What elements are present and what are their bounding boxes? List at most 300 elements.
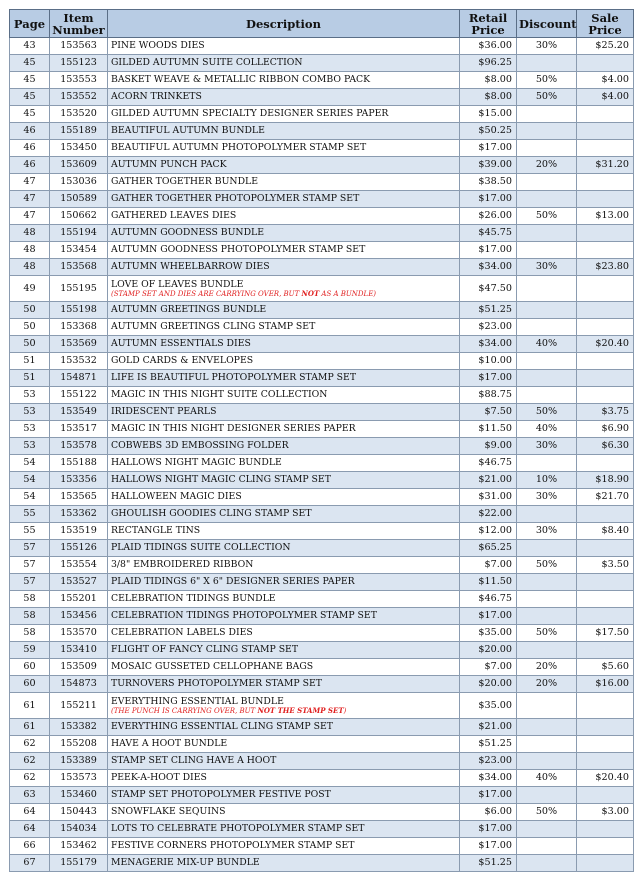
table-row [10,319,634,336]
description-text: RECTANGLE TINS [111,525,201,536]
page-cell: 50 [10,302,50,319]
retail-price-cell: $11.50 [460,421,517,438]
sale-price-cell [577,506,634,523]
description-cell [108,72,460,89]
page-cell: 45 [10,89,50,106]
description-text: CELEBRATION LABELS DIES [111,627,253,638]
sale-price-cell [577,353,634,370]
description-cell [108,123,460,140]
page-cell: 59 [10,642,50,659]
discount-cell: 20% [517,659,577,676]
discount-cell [517,353,577,370]
retail-price-cell: $21.00 [460,719,517,736]
description-text: BEAUTIFUL AUTUMN PHOTOPOLYMER STAMP SET [111,142,367,153]
description-cell [108,387,460,404]
description-text: IRIDESCENT PEARLS [111,406,217,417]
description-text: GATHER TOGETHER BUNDLE [111,176,258,187]
description-text: AUTUMN GOODNESS BUNDLE [111,227,264,238]
page-cell: 58 [10,591,50,608]
product-price-table [9,9,634,872]
item-number-cell: 155211 [50,693,108,719]
retail-price-cell: $35.00 [460,625,517,642]
sale-price-cell [577,753,634,770]
page-cell: 48 [10,242,50,259]
retail-price-cell: $8.00 [460,89,517,106]
retail-price-cell: $7.00 [460,557,517,574]
header-retail-price: Retail Price [460,10,517,38]
page-cell: 67 [10,855,50,872]
page-cell: 57 [10,557,50,574]
discount-cell: 30% [517,523,577,540]
retail-price-cell: $8.00 [460,72,517,89]
retail-price-cell: $51.25 [460,855,517,872]
sale-price-cell: $3.75 [577,404,634,421]
table-body [10,38,634,872]
retail-price-cell: $17.00 [460,787,517,804]
item-number-cell: 153368 [50,319,108,336]
discount-cell: 30% [517,38,577,55]
discount-cell: 50% [517,89,577,106]
sale-price-cell [577,855,634,872]
item-number-cell: 150589 [50,191,108,208]
sale-price-cell [577,191,634,208]
sale-price-cell [577,55,634,72]
discount-cell [517,302,577,319]
retail-price-cell: $34.00 [460,770,517,787]
description-text: EVERYTHING ESSENTIAL CLING STAMP SET [111,721,333,732]
description-text: STAMP SET CLING HAVE A HOOT [111,755,277,766]
discount-cell [517,276,577,302]
note-emphasis: NOT [301,288,320,298]
sale-price-cell: $3.50 [577,557,634,574]
retail-price-cell: $20.00 [460,676,517,693]
discount-cell: 40% [517,336,577,353]
page-cell: 51 [10,370,50,387]
item-number-cell: 155195 [50,276,108,302]
description-text: STAMP SET PHOTOPOLYMER FESTIVE POST [111,789,331,800]
page-cell: 47 [10,191,50,208]
discount-cell: 40% [517,421,577,438]
description-text: AUTUMN GOODNESS PHOTOPOLYMER STAMP SET [111,244,366,255]
item-number-cell: 155179 [50,855,108,872]
page-cell: 62 [10,753,50,770]
item-number-cell: 153462 [50,838,108,855]
item-number-cell: 153549 [50,404,108,421]
description-text: EVERYTHING ESSENTIAL BUNDLE [111,695,284,707]
description-text: PINE WOODS DIES [111,40,205,51]
retail-price-cell: $23.00 [460,753,517,770]
page-cell: 54 [10,455,50,472]
retail-price-cell: $17.00 [460,191,517,208]
sale-price-cell [577,106,634,123]
discount-cell [517,242,577,259]
item-number-cell: 153568 [50,259,108,276]
header-page: Page [10,10,50,38]
page-cell: 55 [10,506,50,523]
description-cell [108,208,460,225]
retail-price-cell: $34.00 [460,259,517,276]
description-text: BASKET WEAVE & METALLIC RIBBON COMBO PACK [111,74,371,85]
table-row [10,540,634,557]
description-text: LIFE IS BEAUTIFUL PHOTOPOLYMER STAMP SET [111,372,357,383]
item-number-cell: 153520 [50,106,108,123]
sale-price-cell: $21.70 [577,489,634,506]
description-cell [108,242,460,259]
description-text: FESTIVE CORNERS PHOTOPOLYMER STAMP SET [111,840,355,851]
description-text: LOVE OF LEAVES BUNDLE [111,278,244,290]
sale-price-cell [577,540,634,557]
item-number-cell: 153569 [50,336,108,353]
description-text: AUTUMN ESSENTIALS DIES [111,338,251,349]
discount-cell [517,574,577,591]
retail-price-cell: $9.00 [460,438,517,455]
description-text: SNOWFLAKE SEQUINS [111,806,226,817]
description-cell [108,55,460,72]
retail-price-cell: $21.00 [460,472,517,489]
description-cell [108,523,460,540]
description-cell [108,591,460,608]
retail-price-cell: $11.50 [460,574,517,591]
description-text: 3/8" EMBROIDERED RIBBON [111,559,254,570]
description-text: TURNOVERS PHOTOPOLYMER STAMP SET [111,678,322,689]
item-number-cell: 153410 [50,642,108,659]
description-cell [108,787,460,804]
retail-price-cell: $38.50 [460,174,517,191]
page-cell: 43 [10,38,50,55]
description-cell [108,319,460,336]
page-cell: 45 [10,72,50,89]
table-row [10,157,634,174]
discount-cell [517,319,577,336]
page-cell: 46 [10,157,50,174]
description-text: GATHER TOGETHER PHOTOPOLYMER STAMP SET [111,193,360,204]
description-cell [108,540,460,557]
retail-price-cell: $7.50 [460,404,517,421]
description-cell [108,191,460,208]
sale-price-cell: $23.80 [577,259,634,276]
table-row [10,404,634,421]
page-cell: 48 [10,259,50,276]
item-number-cell: 154871 [50,370,108,387]
discount-cell: 50% [517,404,577,421]
page-cell: 51 [10,353,50,370]
retail-price-cell: $20.00 [460,642,517,659]
table-row [10,38,634,55]
discount-cell [517,608,577,625]
description-text: AUTUMN PUNCH PACK [111,159,227,170]
discount-cell: 50% [517,804,577,821]
retail-price-cell: $47.50 [460,276,517,302]
page-cell: 46 [10,123,50,140]
retail-price-cell: $35.00 [460,693,517,719]
retail-price-cell: $12.00 [460,523,517,540]
discount-cell [517,123,577,140]
page-cell: 61 [10,719,50,736]
description-cell [108,438,460,455]
description-cell [108,276,460,302]
discount-cell [517,191,577,208]
discount-cell [517,506,577,523]
page-cell: 53 [10,387,50,404]
retail-price-cell: $39.00 [460,157,517,174]
description-cell [108,157,460,174]
discount-cell [517,787,577,804]
description-cell [108,625,460,642]
sale-price-cell: $8.40 [577,523,634,540]
table-row [10,821,634,838]
table-row [10,208,634,225]
retail-price-cell: $17.00 [460,838,517,855]
sale-price-cell: $6.30 [577,438,634,455]
page-cell: 50 [10,336,50,353]
page-cell: 54 [10,489,50,506]
sale-price-cell: $13.00 [577,208,634,225]
description-cell [108,225,460,242]
retail-price-cell: $65.25 [460,540,517,557]
discount-cell [517,642,577,659]
retail-price-cell: $10.00 [460,353,517,370]
item-number-cell: 153578 [50,438,108,455]
description-cell [108,804,460,821]
description-text: GOLD CARDS & ENVELOPES [111,355,254,366]
item-number-cell: 150443 [50,804,108,821]
table-row [10,804,634,821]
description-text: ACORN TRINKETS [111,91,202,102]
item-number-cell: 155201 [50,591,108,608]
description-cell [108,421,460,438]
page-cell: 47 [10,208,50,225]
description-text: PLAID TIDINGS SUITE COLLECTION [111,542,291,553]
discount-cell: 50% [517,557,577,574]
retail-price-cell: $46.75 [460,591,517,608]
note-emphasis: NOT THE STAMP SET [257,705,344,715]
description-text: GATHERED LEAVES DIES [111,210,237,221]
item-number-cell: 153460 [50,787,108,804]
page-cell: 55 [10,523,50,540]
table-row [10,676,634,693]
item-number-cell: 155188 [50,455,108,472]
header-row [10,10,634,38]
page-cell: 57 [10,540,50,557]
description-cell [108,404,460,421]
item-number-cell: 153517 [50,421,108,438]
retail-price-cell: $34.00 [460,336,517,353]
item-number-cell: 153389 [50,753,108,770]
table-row [10,191,634,208]
item-number-cell: 155123 [50,55,108,72]
retail-price-cell: $17.00 [460,608,517,625]
table-row [10,242,634,259]
item-number-cell: 153456 [50,608,108,625]
description-cell [108,174,460,191]
description-cell [108,693,460,719]
carry-over-note [111,707,456,715]
item-number-cell: 155122 [50,387,108,404]
description-text: MAGIC IN THIS NIGHT DESIGNER SERIES PAPER [111,423,356,434]
sale-price-cell: $4.00 [577,72,634,89]
discount-cell [517,855,577,872]
table-row [10,642,634,659]
discount-cell [517,753,577,770]
table-row [10,455,634,472]
table-row [10,591,634,608]
sale-price-cell [577,370,634,387]
description-cell [108,659,460,676]
sale-price-cell: $4.00 [577,89,634,106]
sale-price-cell [577,838,634,855]
description-cell [108,855,460,872]
discount-cell [517,55,577,72]
table-row [10,353,634,370]
table-row [10,719,634,736]
page-cell: 54 [10,472,50,489]
description-cell [108,608,460,625]
item-number-cell: 153563 [50,38,108,55]
retail-price-cell: $45.75 [460,225,517,242]
retail-price-cell: $15.00 [460,106,517,123]
note-text: (THE PUNCH IS CARRYING OVER, BUT [111,706,258,715]
discount-cell [517,140,577,157]
description-cell [108,821,460,838]
item-number-cell: 153454 [50,242,108,259]
description-text: HALLOWEEN MAGIC DIES [111,491,242,502]
item-number-cell: 153527 [50,574,108,591]
sale-price-cell [577,276,634,302]
table-row [10,438,634,455]
description-text: BEAUTIFUL AUTUMN BUNDLE [111,125,265,136]
discount-cell [517,693,577,719]
header-discount: Discount [517,10,577,38]
discount-cell [517,387,577,404]
table-row [10,72,634,89]
description-text: GHOULISH GOODIES CLING STAMP SET [111,508,312,519]
item-number-cell: 153609 [50,157,108,174]
page-cell: 64 [10,821,50,838]
retail-price-cell: $51.25 [460,302,517,319]
retail-price-cell: $17.00 [460,821,517,838]
table-row [10,693,634,719]
description-cell [108,353,460,370]
retail-price-cell: $17.00 [460,140,517,157]
discount-cell [517,838,577,855]
sale-price-cell [577,242,634,259]
description-cell [108,574,460,591]
table-row [10,787,634,804]
page-cell: 62 [10,770,50,787]
item-number-cell: 155208 [50,736,108,753]
page-cell: 63 [10,787,50,804]
table-row [10,855,634,872]
sale-price-cell: $17.50 [577,625,634,642]
item-number-cell: 155126 [50,540,108,557]
item-number-cell: 153519 [50,523,108,540]
header-sale-price: Sale Price [577,10,634,38]
description-text: COBWEBS 3D EMBOSSING FOLDER [111,440,289,451]
sale-price-cell [577,387,634,404]
discount-cell [517,225,577,242]
retail-price-cell: $7.00 [460,659,517,676]
page-cell: 53 [10,421,50,438]
description-text: AUTUMN GREETINGS BUNDLE [111,304,267,315]
table-row [10,472,634,489]
discount-cell: 20% [517,157,577,174]
description-cell [108,370,460,387]
discount-cell [517,591,577,608]
item-number-cell: 155194 [50,225,108,242]
description-text: AUTUMN GREETINGS CLING STAMP SET [111,321,316,332]
table-row [10,140,634,157]
sale-price-cell [577,225,634,242]
description-cell [108,259,460,276]
page-cell: 58 [10,625,50,642]
discount-cell: 50% [517,208,577,225]
table-row [10,225,634,242]
sale-price-cell [577,174,634,191]
description-text: HAVE A HOOT BUNDLE [111,738,228,749]
description-text: PLAID TIDINGS 6" X 6" DESIGNER SERIES PAPER [111,576,355,587]
table-row [10,302,634,319]
description-cell [108,38,460,55]
table-row [10,625,634,642]
description-text: LOTS TO CELEBRATE PHOTOPOLYMER STAMP SET [111,823,365,834]
description-cell [108,770,460,787]
description-text: MENAGERIE MIX-UP BUNDLE [111,857,260,868]
item-number-cell: 155198 [50,302,108,319]
sale-price-cell: $20.40 [577,770,634,787]
description-text: CELEBRATION TIDINGS BUNDLE [111,593,276,604]
description-cell [108,489,460,506]
table-row [10,659,634,676]
description-cell [108,140,460,157]
sale-price-cell [577,736,634,753]
discount-cell: 30% [517,259,577,276]
sale-price-cell [577,693,634,719]
sale-price-cell [577,319,634,336]
item-number-cell: 153553 [50,72,108,89]
sale-price-cell [577,574,634,591]
note-text-end: AS A BUNDLE) [319,289,377,298]
retail-price-cell: $23.00 [460,319,517,336]
description-cell [108,676,460,693]
discount-cell: 30% [517,489,577,506]
table-row [10,753,634,770]
retail-price-cell: $17.00 [460,242,517,259]
description-text: HALLOWS NIGHT MAGIC BUNDLE [111,457,282,468]
note-text: (STAMP SET AND DIES ARE CARRYING OVER, BUT [111,289,302,298]
retail-price-cell: $6.00 [460,804,517,821]
table-row [10,736,634,753]
retail-price-cell: $17.00 [460,370,517,387]
item-number-cell: 155189 [50,123,108,140]
discount-cell [517,455,577,472]
sale-price-cell [577,821,634,838]
table-row [10,387,634,404]
page-cell: 53 [10,404,50,421]
description-text: GILDED AUTUMN SUITE COLLECTION [111,57,303,68]
description-text: PEEK-A-HOOT DIES [111,772,207,783]
sale-price-cell [577,123,634,140]
description-cell [108,838,460,855]
page-cell: 64 [10,804,50,821]
table-row [10,336,634,353]
retail-price-cell: $36.00 [460,38,517,55]
discount-cell: 10% [517,472,577,489]
table-row [10,259,634,276]
table-row [10,421,634,438]
retail-price-cell: $50.25 [460,123,517,140]
retail-price-cell: $88.75 [460,387,517,404]
retail-price-cell: $51.25 [460,736,517,753]
